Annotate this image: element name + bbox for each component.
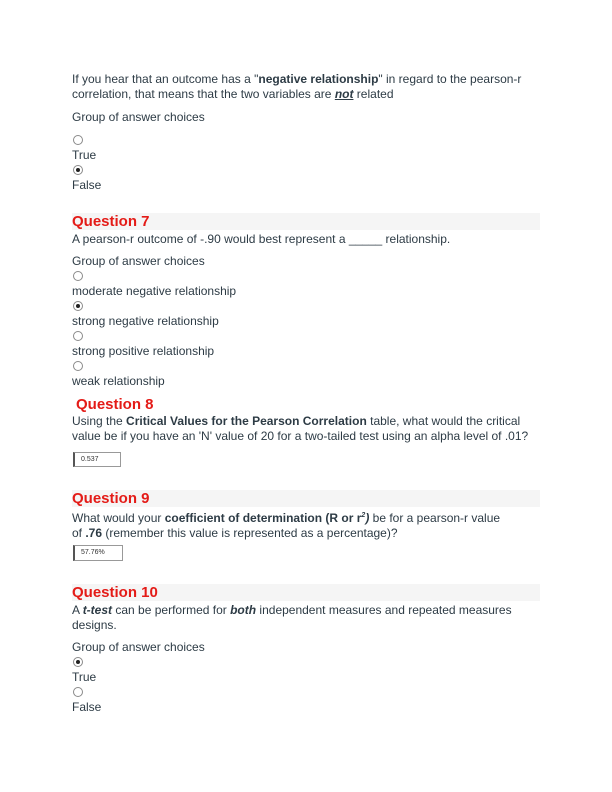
q7-radio-2[interactable] (73, 301, 83, 311)
q7-radio-4[interactable] (73, 361, 83, 371)
q9-answer-field[interactable]: 57.76% (73, 545, 123, 561)
q6-choice-false: False (72, 178, 102, 192)
q10-radio-true[interactable] (73, 657, 83, 667)
q7-radio-1[interactable] (73, 271, 83, 281)
q9-prompt (72, 508, 542, 541)
q6-radio-true[interactable] (73, 135, 83, 145)
q10-group-label: Group of answer choices (72, 640, 205, 654)
q7-group-label: Group of answer choices (72, 254, 205, 268)
q10-prompt-text: designs. (72, 618, 117, 632)
q10-prompt-emphasis: both (230, 603, 257, 617)
q8-prompt-text: table, what would the critical (366, 414, 521, 428)
q8-prompt-text: Using the (72, 414, 127, 428)
q9-title: Question 9 (72, 490, 150, 507)
q7-title: Question 7 (72, 213, 150, 230)
q7-choice-2: strong negative relationship (72, 314, 219, 328)
q7-prompt: A pearson-r outcome of -.90 would best represent a _____ relationship. (72, 232, 451, 246)
q6-prompt-bold: negative relationship (258, 72, 379, 86)
q10-prompt-text: can be performed for (112, 603, 231, 617)
q9-prompt-bold: coefficient of determination (R or r (164, 511, 362, 525)
q6-prompt-text: correlation, that means that the two variables are (72, 87, 335, 101)
q8-prompt (72, 414, 542, 444)
q8-answer-field[interactable]: 0.537 (73, 452, 121, 467)
q6-group-label: Group of answer choices (72, 110, 205, 124)
q9-prompt-text: (remember this value is represented as a percentage)? (102, 526, 398, 540)
q9-prompt-text: of (72, 526, 86, 540)
q7-choice-1: moderate negative relationship (72, 284, 237, 298)
q10-prompt-text: A (72, 603, 83, 617)
q10-prompt (72, 603, 542, 633)
q9-prompt-text: What would your (72, 511, 165, 525)
q7-radio-3[interactable] (73, 331, 83, 341)
q10-title: Question 10 (72, 584, 158, 601)
q6-prompt-text: If you hear that an outcome has a " (72, 72, 259, 86)
q6-prompt-emphasis: not (334, 87, 354, 101)
q6-prompt (72, 72, 542, 102)
q10-prompt-emphasis: t-test (82, 603, 113, 617)
q10-radio-false[interactable] (73, 687, 83, 697)
q9-prompt-bold: .76 (85, 526, 103, 540)
q6-prompt-text: related (353, 87, 394, 101)
q7-choice-4: weak relationship (72, 374, 165, 388)
q9-prompt-text: be for a pearson-r value (369, 511, 501, 525)
q6-prompt-text: " in regard to the pearson-r (378, 72, 522, 86)
q8-prompt-bold: Critical Values for the Pearson Correlation (126, 414, 367, 428)
q6-radio-false[interactable] (73, 165, 83, 175)
q6-choice-true: True (72, 148, 97, 162)
q8-prompt-text: value be if you have an 'N' value of 20 for a two-tailed test using an alpha level of .01? (72, 429, 529, 443)
q10-choice-true: True (72, 670, 97, 684)
q10-choice-false: False (72, 700, 102, 714)
q8-title: Question 8 (76, 396, 154, 413)
q9-prompt-superscript: 2 (361, 512, 366, 519)
q7-choice-3: strong positive relationship (72, 344, 215, 358)
q10-prompt-text: independent measures and repeated measures (256, 603, 512, 617)
q9-prompt-bold: ) (365, 511, 370, 525)
